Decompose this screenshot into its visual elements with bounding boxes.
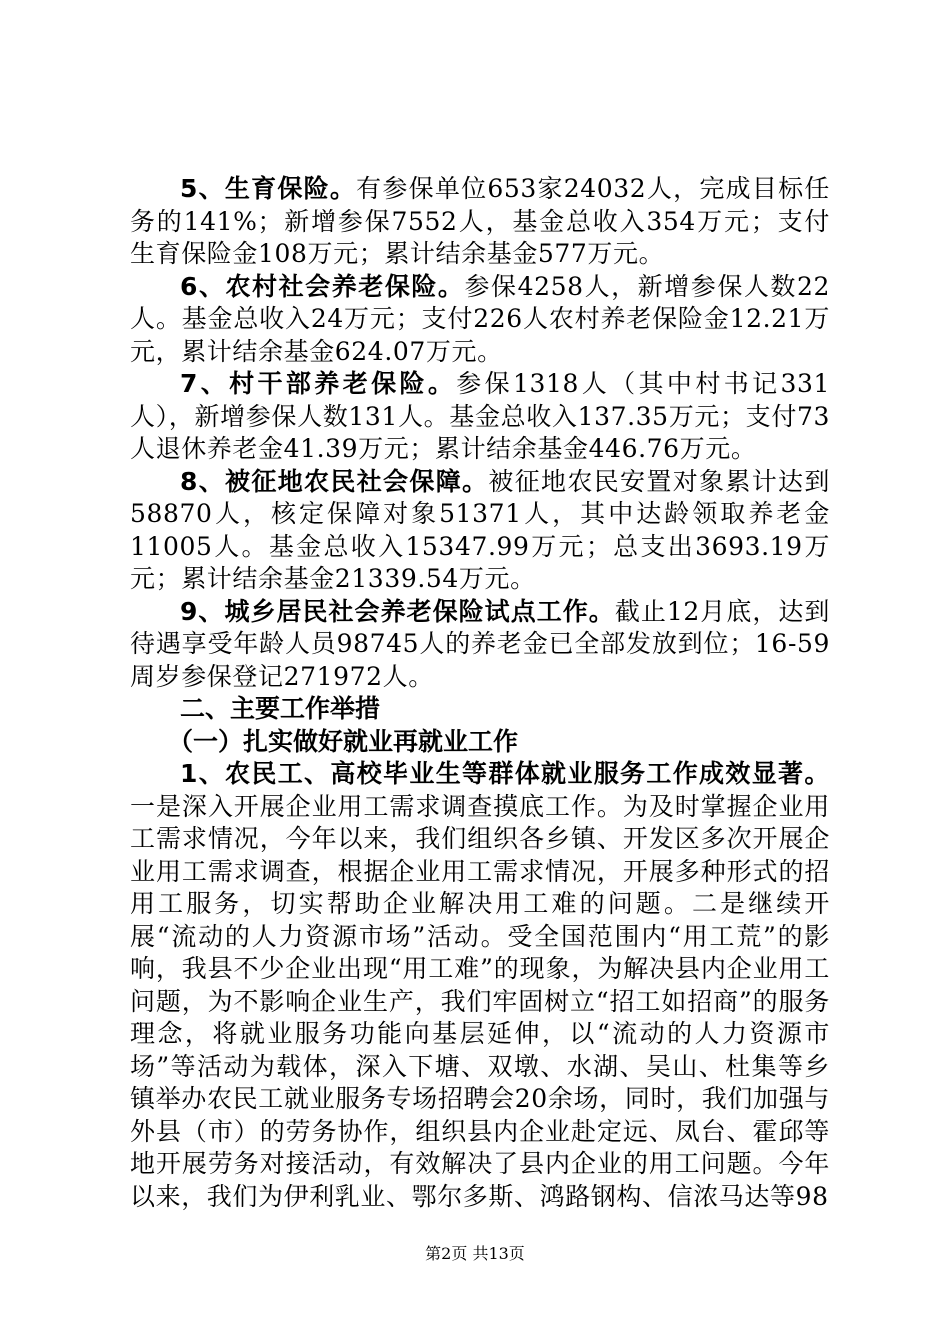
paragraph-text: 截止12月底，达到待遇享受年龄人员98745人的养老金已全部发放到位；16-59周岁参保登记271972人。 [130, 596, 830, 691]
page-footer: 第2页 共13页 [425, 1244, 525, 1263]
paragraph-text: 一是深入开展企业用工需求调查摸底工作。为及时掌握企业用工需求情况，今年以来，我们组织各乡镇、开发区多次开展企业用工需求调查，根据企业用工需求情况，开展多种形式的招用工服务，切实帮助企业解决用工难的问题。二是继续开展“流动的人力资源市场”活动。受全国范围内“用工荒”的影响，我县不少企业出现“用工难”的现象，为解决县内企业用工问题，为不影响企业生产，我们牢固树立“招工如招商”的服务理念，将就业服务功能向基层延伸，以“流动的人力资源市场”等活动为载体，深入下塘、双墩、水湖、吴山、杜集等乡镇举办农民工就业服务专场招聘会20余场，同时，我们加强与外县（市）的劳务协作，组织县内企业赴定远、凤台、霍邱等地开展劳务对接活动，有效解决了县内企业的用工问题。今年以来，我们为伊利乳业、鄂尔多斯、鸿路钢构、信浓马达等98 [130, 791, 830, 1211]
paragraph-text: 参保1318人（其中村书记331人），新增参保人数131人。基金总收入137.35万元；支付73人退休养老金41.39万元；累计结余基金446.76万元。 [130, 369, 830, 463]
paragraph-land-farmer-security [130, 466, 830, 596]
paragraph-title: 5、生育保险。 [180, 174, 357, 203]
paragraph-title: 7、村干部养老保险。 [180, 369, 457, 398]
paragraph-cadre-pension [130, 368, 830, 466]
paragraph-resident-pension-pilot [130, 596, 830, 694]
paragraph-title: 6、农村社会养老保险。 [180, 271, 465, 301]
document-body [130, 173, 830, 1213]
paragraph-title: 8、被征地农民社会保障。 [180, 466, 489, 496]
paragraph-title: 9、城乡居民社会养老保险试点工作。 [180, 596, 615, 626]
subsection-heading: （一）扎实做好就业再就业工作 [168, 726, 519, 756]
paragraph-maternity-insurance [130, 173, 830, 271]
paragraph-text: 有参保单位653家24032人，完成目标任务的141%；新增参保7552人，基金总收入354万元；支付生育保险金108万元；累计结余基金577万元。 [130, 174, 830, 268]
paragraph-employment-services [130, 758, 830, 1213]
paragraph-text: 参保4258人，新增参保人数22人。基金总收入24万元；支付226人农村养老保险金12.21万元，累计结余基金624.07万元。 [130, 271, 830, 366]
paragraph-title: 1、农民工、高校毕业生等群体就业服务工作成效显著。 [180, 759, 830, 788]
section-heading: 二、主要工作举措 [180, 694, 381, 723]
paragraph-text: 被征地农民安置对象累计达到58870人，核定保障对象51371人，其中达龄领取养老金11005人。基金总收入15347.99万元；总支出3693.19万元；累计结余基金21339.54万元。 [130, 466, 830, 593]
paragraph-rural-pension [130, 271, 830, 369]
